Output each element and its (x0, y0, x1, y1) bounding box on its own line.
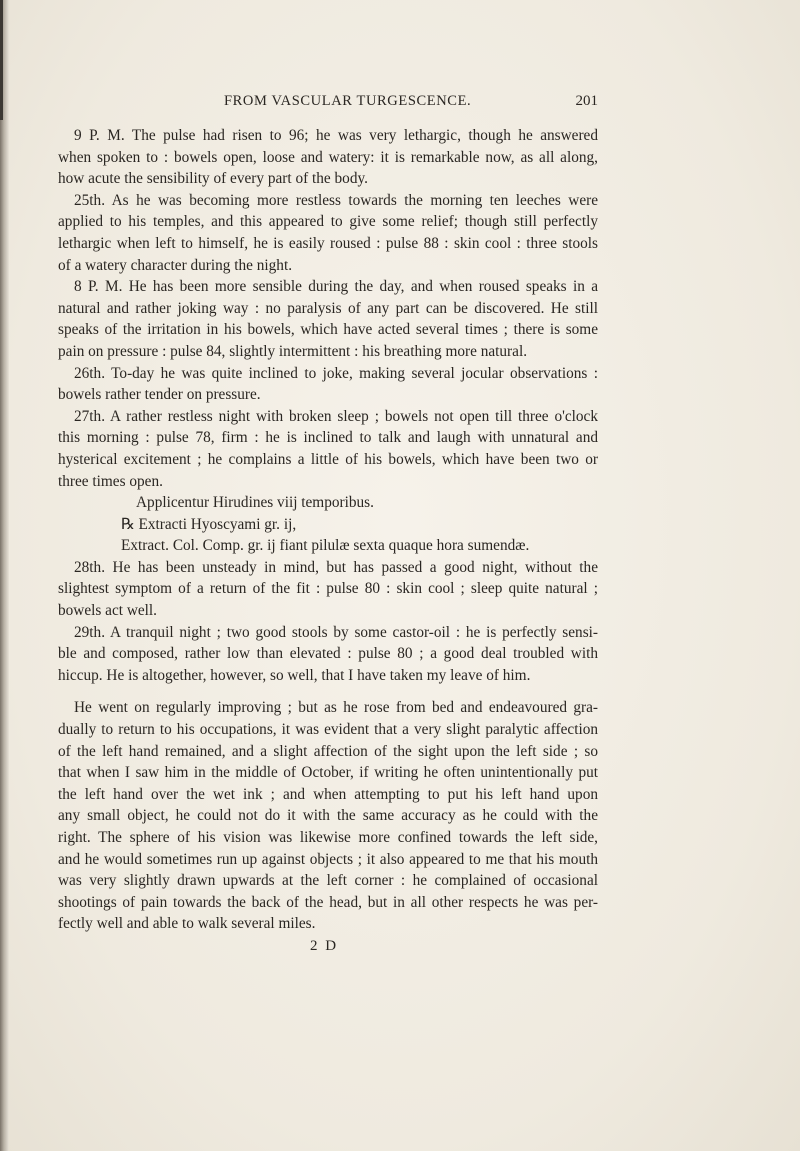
text-line: how acute the sensibility of every part of the body. (58, 170, 368, 188)
text-line: 29th. A tranquil night ; two good stools by some castor-oil : he is perfectly sensi- (74, 623, 598, 641)
text-line: He went on regularly improving ; but as he rose from bed and endeavoured gra- (74, 699, 598, 717)
text-line: Applicentur Hirudines viij temporibus. (136, 494, 374, 512)
text-line: bowels act well. (58, 602, 157, 620)
text-line: hiccup. He is altogether, however, so well, that I have taken my leave of him. (58, 666, 531, 684)
text-line: of a watery character during the night. (58, 256, 293, 274)
text-line: 8 P. M. He has been more sensible during the day, and when roused speaks in a (74, 278, 598, 296)
paragraph-gap (58, 686, 598, 697)
text-line: applied to his temples, and this appeared to give some relief; though still perfectly (58, 213, 598, 231)
page-binding-shadow (0, 0, 3, 120)
text-line: bowels rather tender on pressure. (58, 386, 261, 404)
body-text (58, 125, 598, 957)
text-line: 25th. As he was becoming more restless towards the morning ten leeches were (74, 191, 598, 209)
text-line: the left hand over the wet ink ; and when attempting to put his left hand upon (58, 785, 598, 803)
text-line: when spoken to : bowels open, loose and watery: it is remarkable now, as all along, (58, 148, 598, 166)
page-binding-edge (0, 0, 9, 1151)
page-number: 201 (575, 93, 598, 109)
text-line: fectly well and able to walk several miles. (58, 915, 316, 933)
text-line: lethargic when left to himself, he is easily roused : pulse 88 : skin cool : three stools (58, 234, 598, 252)
text-line: any small object, he could not do it with the same accuracy as he could with the (58, 807, 598, 825)
signature-mark: 2 D (310, 937, 339, 954)
text-line: ℞ Extracti Hyoscyami gr. ij, (121, 515, 297, 533)
text-line: pain on pressure : pulse 84, slightly intermittent : his breathing more natural. (58, 342, 528, 360)
text-line: natural and rather joking way : no paralysis of any part can be discovered. He still (58, 299, 598, 317)
text-line: ble and composed, rather low than elevated : pulse 80 ; a good deal troubled with (58, 645, 598, 663)
text-line: was very slightly drawn upwards at the left corner : he complained of occasional (58, 872, 598, 890)
text-line: dually to return to his occupations, it was evident that a very slight paralytic affection (58, 721, 598, 739)
text-line: speaks of the irritation in his bowels, which have acted several times ; there is some (58, 321, 598, 339)
text-line: hysterical excitement ; he complains a little of his bowels, which have been two or (58, 450, 598, 468)
text-line: 27th. A rather restless night with broken sleep ; bowels not open till three o'clock (74, 407, 598, 425)
text-line: right. The sphere of his vision was likewise more confined towards the left side, (58, 829, 598, 846)
text-line: 26th. To-day he was quite inclined to joke, making several jocular observations : (74, 364, 598, 382)
text-line: slightest symptom of a return of the fit : pulse 80 : skin cool ; sleep quite natural ; (58, 580, 598, 598)
text-line: 28th. He has been unsteady in mind, but has passed a good night, without the (74, 558, 598, 576)
text-line: this morning : pulse 78, firm : he is inclined to talk and laugh with unnatural and (58, 429, 598, 447)
text-line: three times open. (58, 472, 163, 490)
text-line: of the left hand remained, and a slight affection of the sight upon the left side ; so (58, 742, 598, 760)
text-line: shootings of pain towards the back of the head, but in all other respects he was per- (58, 893, 598, 911)
text-line: Extract. Col. Comp. gr. ij fiant pilulæ sexta quaque hora sumendæ. (121, 537, 530, 555)
text-line: that when I saw him in the middle of October, if writing he often unintentionally put (58, 764, 598, 782)
page-header (58, 93, 598, 113)
running-head: FROM VASCULAR TURGESCENCE. (224, 93, 472, 109)
text-line: and he would sometimes run up against objects ; it also appeared to me that his mouth (58, 850, 598, 868)
text-line: 9 P. M. The pulse had risen to 96; he was very lethargic, though he answered (74, 127, 598, 144)
